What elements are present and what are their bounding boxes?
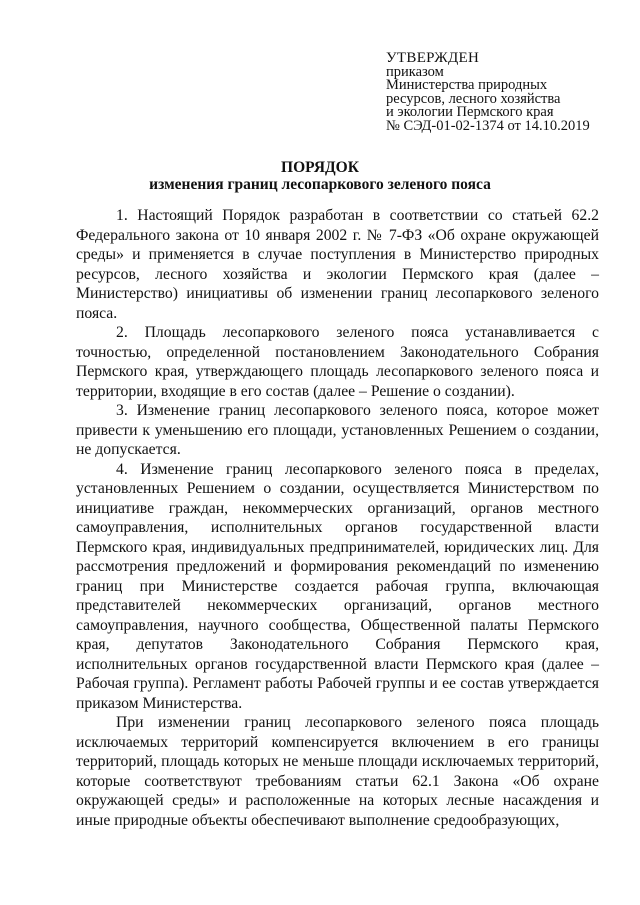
approval-ministry-line3: и экологии Пермского края [386,104,554,121]
document-title: ПОРЯДОК [281,159,359,176]
approval-heading: УТВЕРЖДЕН [386,50,480,66]
approval-ministry-line2: ресурсов, лесного хозяйства [386,90,561,107]
approval-ministry-line1: Министерства природных [386,77,548,94]
document-subtitle: изменения границ лесопаркового зеленого пояса [149,175,491,193]
paragraph-2: 2. Площадь лесопаркового зеленого пояса устанавливается с точностью, определенной постановлением Законодательного Собрания Пермского края, утверждающего площадь лесопаркового зеленого пояса и территории, входящие в его состав (далее – Решение о создании). [76,324,599,400]
approval-stamp [386,52,590,134]
document-title-block [0,160,640,193]
approval-order-label: приказом [386,63,444,80]
document-body [76,206,599,830]
paragraph-4: 4. Изменение границ лесопаркового зеленого пояса в пределах, установленных Решением о создании, осуществляется Министерством по инициативе граждан, некоммерческих организаций, органов местного самоуправления, исполнительных органов государственной власти Пермского края, индивидуальных предпринимателей, юридических лиц. Для рассмотрения предложений и формирования рекомендаций по изменению границ при Министерстве создается рабочая группа, включающая представителей некоммерческих организаций, органов местного самоуправления, научного сообщества, Общественной палаты Пермского края, депутатов Законодательного Собрания Пермского края, исполнительных органов государственной власти Пермского края (далее – Рабочая группа). Регламент работы Рабочей группы и ее состав утверждается приказом Министерства. [76,460,599,712]
approval-order-number: № СЭД-01-02-1374 от 14.10.2019 [386,117,590,134]
paragraph-1: 1. Настоящий Порядок разработан в соответствии со статьей 62.2 Федерального закона от 10 января 2002 г. № 7-ФЗ «Об охране окружающей среды» и применяется в случае поступления в Министерство природных ресурсов, лесного хозяйства и экологии Пермского края (далее – Министерство) инициативы об изменении границ лесопаркового зеленого пояса. [76,207,599,322]
paragraph-5: При изменении границ лесопаркового зеленого пояса площадь исключаемых территорий компенсируется включением в его границы территорий, площадь которых не меньше площади исключаемых территорий, которые соответствуют требованиям статьи 62.1 Закона «Об охране окружающей среды» и расположенные на которых лесные насаждения и иные природные объекты обеспечивают выполнение средообразующих, [76,714,599,829]
paragraph-3: 3. Изменение границ лесопаркового зеленого пояса, которое может привести к уменьшению его площади, установленных Решением о создании, не допускается. [76,402,599,458]
